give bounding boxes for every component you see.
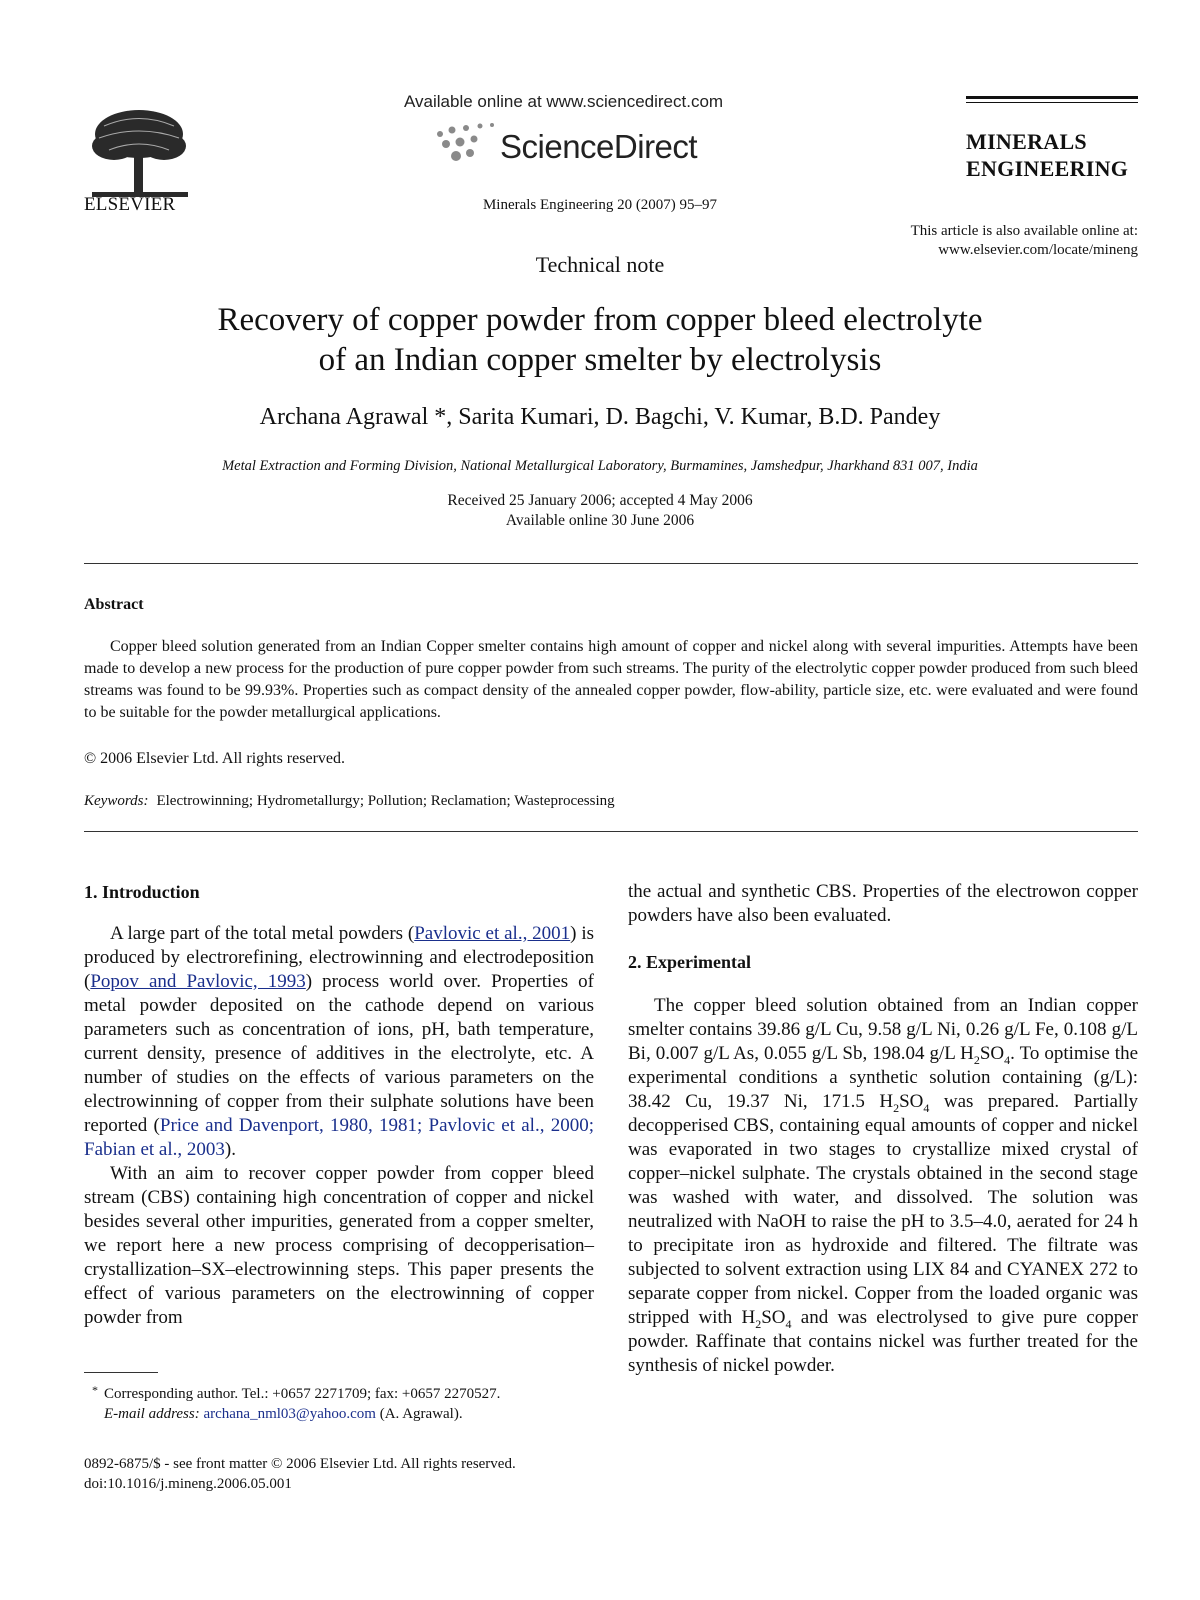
journal-bar-thin — [966, 102, 1138, 103]
available-online-note: Available online at www.sciencedirect.com — [404, 92, 724, 111]
author-list: Archana Agrawal *, Sarita Kumari, D. Bagchi, V. Kumar, B.D. Pandey — [259, 404, 941, 430]
abstract-heading: Abstract — [84, 596, 144, 613]
email-suffix: (A. Agrawal). — [379, 1406, 463, 1422]
intro-heading: 1. Introduction — [84, 882, 200, 902]
right-column — [628, 880, 1138, 1378]
title-line1: Recovery of copper powder from copper bleed electrolyte — [217, 302, 983, 338]
journal-bar-thick — [966, 96, 1138, 99]
journal-name-line2: ENGINEERING — [966, 156, 1129, 181]
also-available-note — [800, 222, 1138, 260]
doi-line[interactable]: doi:10.1016/j.mineng.2006.05.001 — [84, 1476, 292, 1492]
keywords-label: Keywords: — [84, 793, 149, 809]
corresponding-author-footnote — [84, 1384, 604, 1424]
title-line2: of an Indian copper smelter by electrolysis — [318, 342, 882, 378]
abstract-top-rule — [84, 563, 1138, 564]
received-date: Received 25 January 2006; accepted 4 May 2006 — [447, 492, 753, 509]
journal-url-link[interactable]: www.elsevier.com/locate/mineng — [938, 242, 1138, 258]
journal-name-line1: MINERALS — [966, 129, 1087, 154]
email-link[interactable]: archana_nml03@yahoo.com — [203, 1406, 376, 1422]
article-type: Technical note — [535, 252, 665, 277]
intro-paragraph-1: A large part of the total metal powders (Pavlovic et al., 2001) is produced by electrorefining, electrowinning and electrodeposition (Popov and Pavlovic, 1993) process world over. Properties of metal powder deposited on the cathode depend on various parameters such as concentration of ions, pH, bath temperature, current density, presence of additives in the electrolyte, etc. A number of studies on the effects of various parameters on the electrowinning of copper from their sulphate solutions have been reported (Price and Davenport, 1980, 1981; Pavlovic et al., 2000; Fabian et al., 2003). — [84, 923, 594, 1160]
abstract-bottom-rule — [84, 831, 1138, 832]
journal-name — [966, 128, 1138, 182]
intro-paragraph-2-continued: the actual and synthetic CBS. Properties of the electrowon copper powders have also been evaluated. — [628, 881, 1138, 926]
elsevier-wordmark: ELSEVIER — [84, 194, 176, 215]
keywords — [84, 793, 615, 810]
intro-paragraph-2: With an aim to recover copper powder from copper bleed stream (CBS) containing high concentration of copper and nickel besides several other impurities, generated from a copper smelter, we report here a new process comprising of decopperisation–crystallization–SX–electrowinning steps. This paper presents the effect of various parameters on the electrowinning of copper powder from — [84, 1163, 594, 1328]
sciencedirect-wordmark: ScienceDirect — [500, 128, 698, 165]
issn-doi-block — [84, 1454, 604, 1494]
journal-reference: Minerals Engineering 20 (2007) 95–97 — [482, 197, 718, 213]
cite-pavlovic-2001[interactable]: Pavlovic et al., 2001 — [414, 923, 571, 944]
also-available-line1: This article is also available online at: — [910, 223, 1138, 239]
experimental-paragraph: The copper bleed solution obtained from an Indian copper smelter contains 39.86 g/L Cu, 9.58 g/L Ni, 0.26 g/L Fe, 0.108 g/L Bi, 0.007 g/L As, 0.055 g/L Sb, 198.04 g/L $H_2SO_4$. To optimise the experimental conditions a synthetic solution containing (g/L): 38.42 Cu, 19.37 Ni, 171.5 $H_2SO_4$ was prepared. Partially decopperised CBS, containing equal amounts of copper and nickel was evaporated in two stages to crystallize mixed crystal of copper–nickel sulphate. The crystals obtained in the second stage was washed with water, and dissolved. The solution was neutralized with NaOH to raise the pH to 3.5–4.0, aerated for 24 h to precipitate iron as hydroxide and filtered. The filtrate was subjected to solvent extraction using LIX 84 and CYANEX 272 to separate copper from nickel. Copper from the loaded organic was stripped with $H_2SO_4$ and was electrolysed to give pure copper powder. Raffinate that contains nickel was further treated for the synthesis of nickel powder. — [628, 995, 1138, 1376]
article-dates — [300, 491, 900, 531]
left-column — [84, 880, 594, 1330]
online-date: Available online 30 June 2006 — [505, 512, 695, 529]
abstract-text: Copper bleed solution generated from an Indian Copper smelter contains high amount of copper and nickel along with several impurities. Attempts have been made to develop a new process for the production of pure copper powder from such streams. The purity of the electrolytic copper powder produced from such bleed streams was found to be 99.93%. Properties such as compact density of the annealed copper powder, flow-ability, particle size, etc. were evaluated and were found to be suitable for the powder metallurgical applications. — [84, 638, 1138, 721]
cite-popov-1993[interactable]: Popov and Pavlovic, 1993 — [90, 971, 306, 992]
article-title — [100, 300, 1100, 380]
footnote-rule — [84, 1372, 158, 1373]
keywords-list: Electrowinning; Hydrometallurgy; Pollution; Reclamation; Wasteprocessing — [156, 793, 615, 809]
email-label: E-mail address: — [104, 1406, 200, 1422]
footnote-marker: * — [92, 1383, 98, 1397]
corresponding-author: Corresponding author. Tel.: +0657 2271709; fax: +0657 2270527. — [104, 1386, 501, 1402]
cite-price-group[interactable]: Price and Davenport, 1980, 1981; Pavlovic et al., 2000; Fabian et al., 2003 — [84, 1115, 594, 1160]
experimental-heading: 2. Experimental — [628, 952, 751, 972]
issn-line: 0892-6875/$ - see front matter © 2006 Elsevier Ltd. All rights reserved. — [84, 1456, 516, 1472]
affiliation: Metal Extraction and Forming Division, National Metallurgical Laboratory, Burmamines, Jamshedpur, Jharkhand 831 007, India — [222, 458, 978, 474]
abstract-copyright: © 2006 Elsevier Ltd. All rights reserved. — [84, 750, 345, 767]
